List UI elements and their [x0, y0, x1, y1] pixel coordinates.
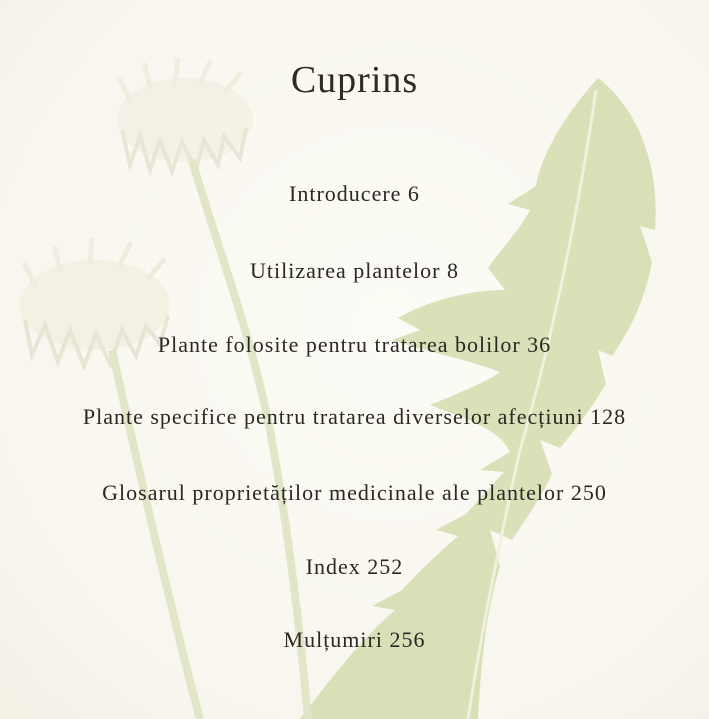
toc-entry-index: Index 252 [305, 554, 404, 579]
toc-entry-glosarul: Glosarul proprietăților medicinale ale plantelor 250 [102, 480, 607, 505]
page-title: Cuprins [290, 59, 419, 101]
toc-entry-utilizarea-plantelor: Utilizarea plantelor 8 [250, 258, 459, 283]
toc-entry-introducere: Introducere 6 [289, 181, 420, 206]
toc-entry-multumiri: Mulțumiri 256 [283, 627, 426, 652]
toc-entry-plante-folosite: Plante folosite pentru tratarea bolilor 36 [157, 332, 552, 357]
toc-entry-plante-specifice: Plante specifice pentru tratarea diverselor afecțiuni 128 [82, 404, 627, 429]
dandelion-leaf [300, 78, 656, 719]
